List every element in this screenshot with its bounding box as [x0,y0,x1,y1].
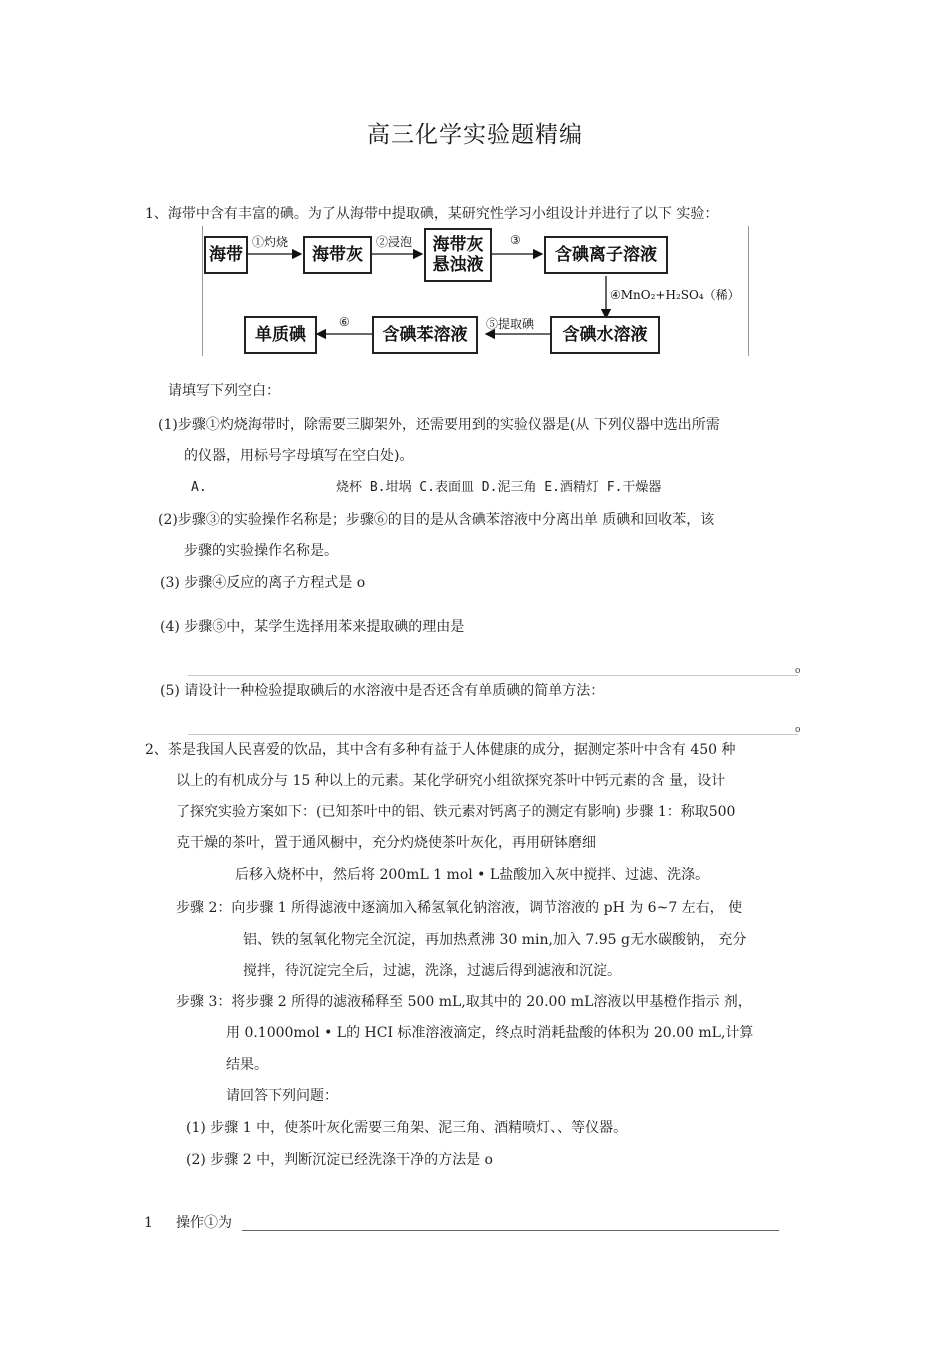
box-iodine-benzene: 含碘苯溶液 [372,316,478,354]
q1-intro: 1、海带中含有丰富的碘。为了从海带中提取碘，某研究性学习小组设计并进行了以下 实验： [145,206,719,222]
q2-line2: 以上的有机成分与 15 种以上的元素。某化学研究小组欲探究茶叶中钙元素的含 量，设计 [176,773,726,789]
q2-line5: 后移入烧杯中，然后将 200mL 1 mol • L盐酸加入灰中搅拌、过滤、洗涤。 [235,867,710,883]
q2-step2-line3: 搅拌，待沉淀完全后，过滤，洗涤，过滤后得到滤液和沉淀。 [243,963,621,979]
label-step2: ②浸泡 [376,235,413,249]
q1-part5: (5) 请设计一种检验提取碘后的水溶液中是否还含有单质碘的简单方法： [160,683,605,699]
q1-part4: (4) 步骤⑤中，某学生选择用苯来提取碘的理由是 [160,619,465,635]
q1-part4-answer-line [188,675,798,676]
box-iodine-water: 含碘水溶液 [550,316,660,354]
q1-part3: (3) 步骤④反应的离子方程式是 o [160,575,366,591]
q1-option-a: A. [191,480,207,495]
q1-prompt: 请填写下列空白： [168,383,280,399]
q2-step2-line1: 步骤 2：向步骤 1 所得滤液中逐滴加入稀氢氧化钠溶液，调节溶液的 pH 为 6~7 左右， 使 [176,900,743,916]
label-step3: ③ [510,233,521,247]
q2-line4: 克干燥的茶叶，置于通风橱中，充分灼烧使茶叶灰化，再用研钵磨细 [176,835,596,851]
q1-part2-line2: 步骤的实验操作名称是。 [184,543,338,559]
q2-prompt: 请回答下列问题： [226,1088,338,1104]
q1-options: 烧杯 B.坩埚 C.表面皿 D.泥三角 E.酒精灯 F.干燥器 [336,480,662,495]
box-seaweed-ash: 海带灰 [303,236,372,274]
box-seaweed: 海带 [204,236,248,274]
q1-part4-end-mark: o [795,666,801,676]
footer-number: 1 [144,1215,153,1231]
q2-step3-line3: 结果。 [226,1057,268,1073]
flow-diagram [200,222,752,357]
label-step1: ①灼烧 [252,235,289,249]
q2-answer1: (1) 步骤 1 中，使茶叶灰化需要三角架、泥三角、酒精喷灯、、等仪器。 [186,1120,628,1136]
q2-step3-line2: 用 0.1000mol • L的 HCI 标准溶液滴定，终点时消耗盐酸的体积为 20.00 mL,计算 [226,1025,754,1041]
footer-text: 操作①为 [176,1215,232,1231]
q2-step3-line1: 步骤 3：将步骤 2 所得的滤液稀释至 500 mL,取其中的 20.00 mL溶液以甲基橙作指示 剂， [176,994,752,1010]
q2-line3: 了探究实验方案如下：(已知茶叶中的铝、铁元素对钙离子的测定有影响) 步骤 1：称取500 [176,804,736,820]
label-step4: ④MnO₂+H₂SO₄（稀） [610,288,740,302]
q2-line1: 2、茶是我国人民喜爱的饮品，其中含有多种有益于人体健康的成分，据测定茶叶中含有 450 种 [145,742,736,758]
box-ash-suspension: 海带灰 悬浊液 [424,228,492,282]
q1-part2-line1: (2)步骤③的实验操作名称是；步骤⑥的目的是从含碘苯溶液中分离出单 质碘和回收苯，该 [158,512,715,528]
q1-part1-line2: 的仪器，用标号字母填写在空白处)。 [184,448,414,464]
q1-part5-answer-line [188,734,798,735]
page-title: 高三化学实验题精编 [367,122,583,148]
box-iodide-solution: 含碘离子溶液 [544,236,668,274]
q1-part1-line1: (1)步骤①灼烧海带时，除需要三脚架外，还需要用到的实验仪器是(从 下列仪器中选出所需 [158,417,720,433]
footer-answer-line [242,1230,779,1231]
q2-step2-line2: 铝、铁的氢氧化物完全沉淀，再加热煮沸 30 min,加入 7.95 g无水碳酸钠， 充分 [243,932,747,948]
q1-part5-end-mark: o [795,725,801,735]
box-elemental-iodine: 单质碘 [244,316,317,354]
label-step6: ⑥ [339,315,350,329]
label-step5: ⑤提取碘 [486,317,535,331]
q2-answer2: (2) 步骤 2 中，判断沉淀已经洗涤干净的方法是 o [186,1152,493,1168]
